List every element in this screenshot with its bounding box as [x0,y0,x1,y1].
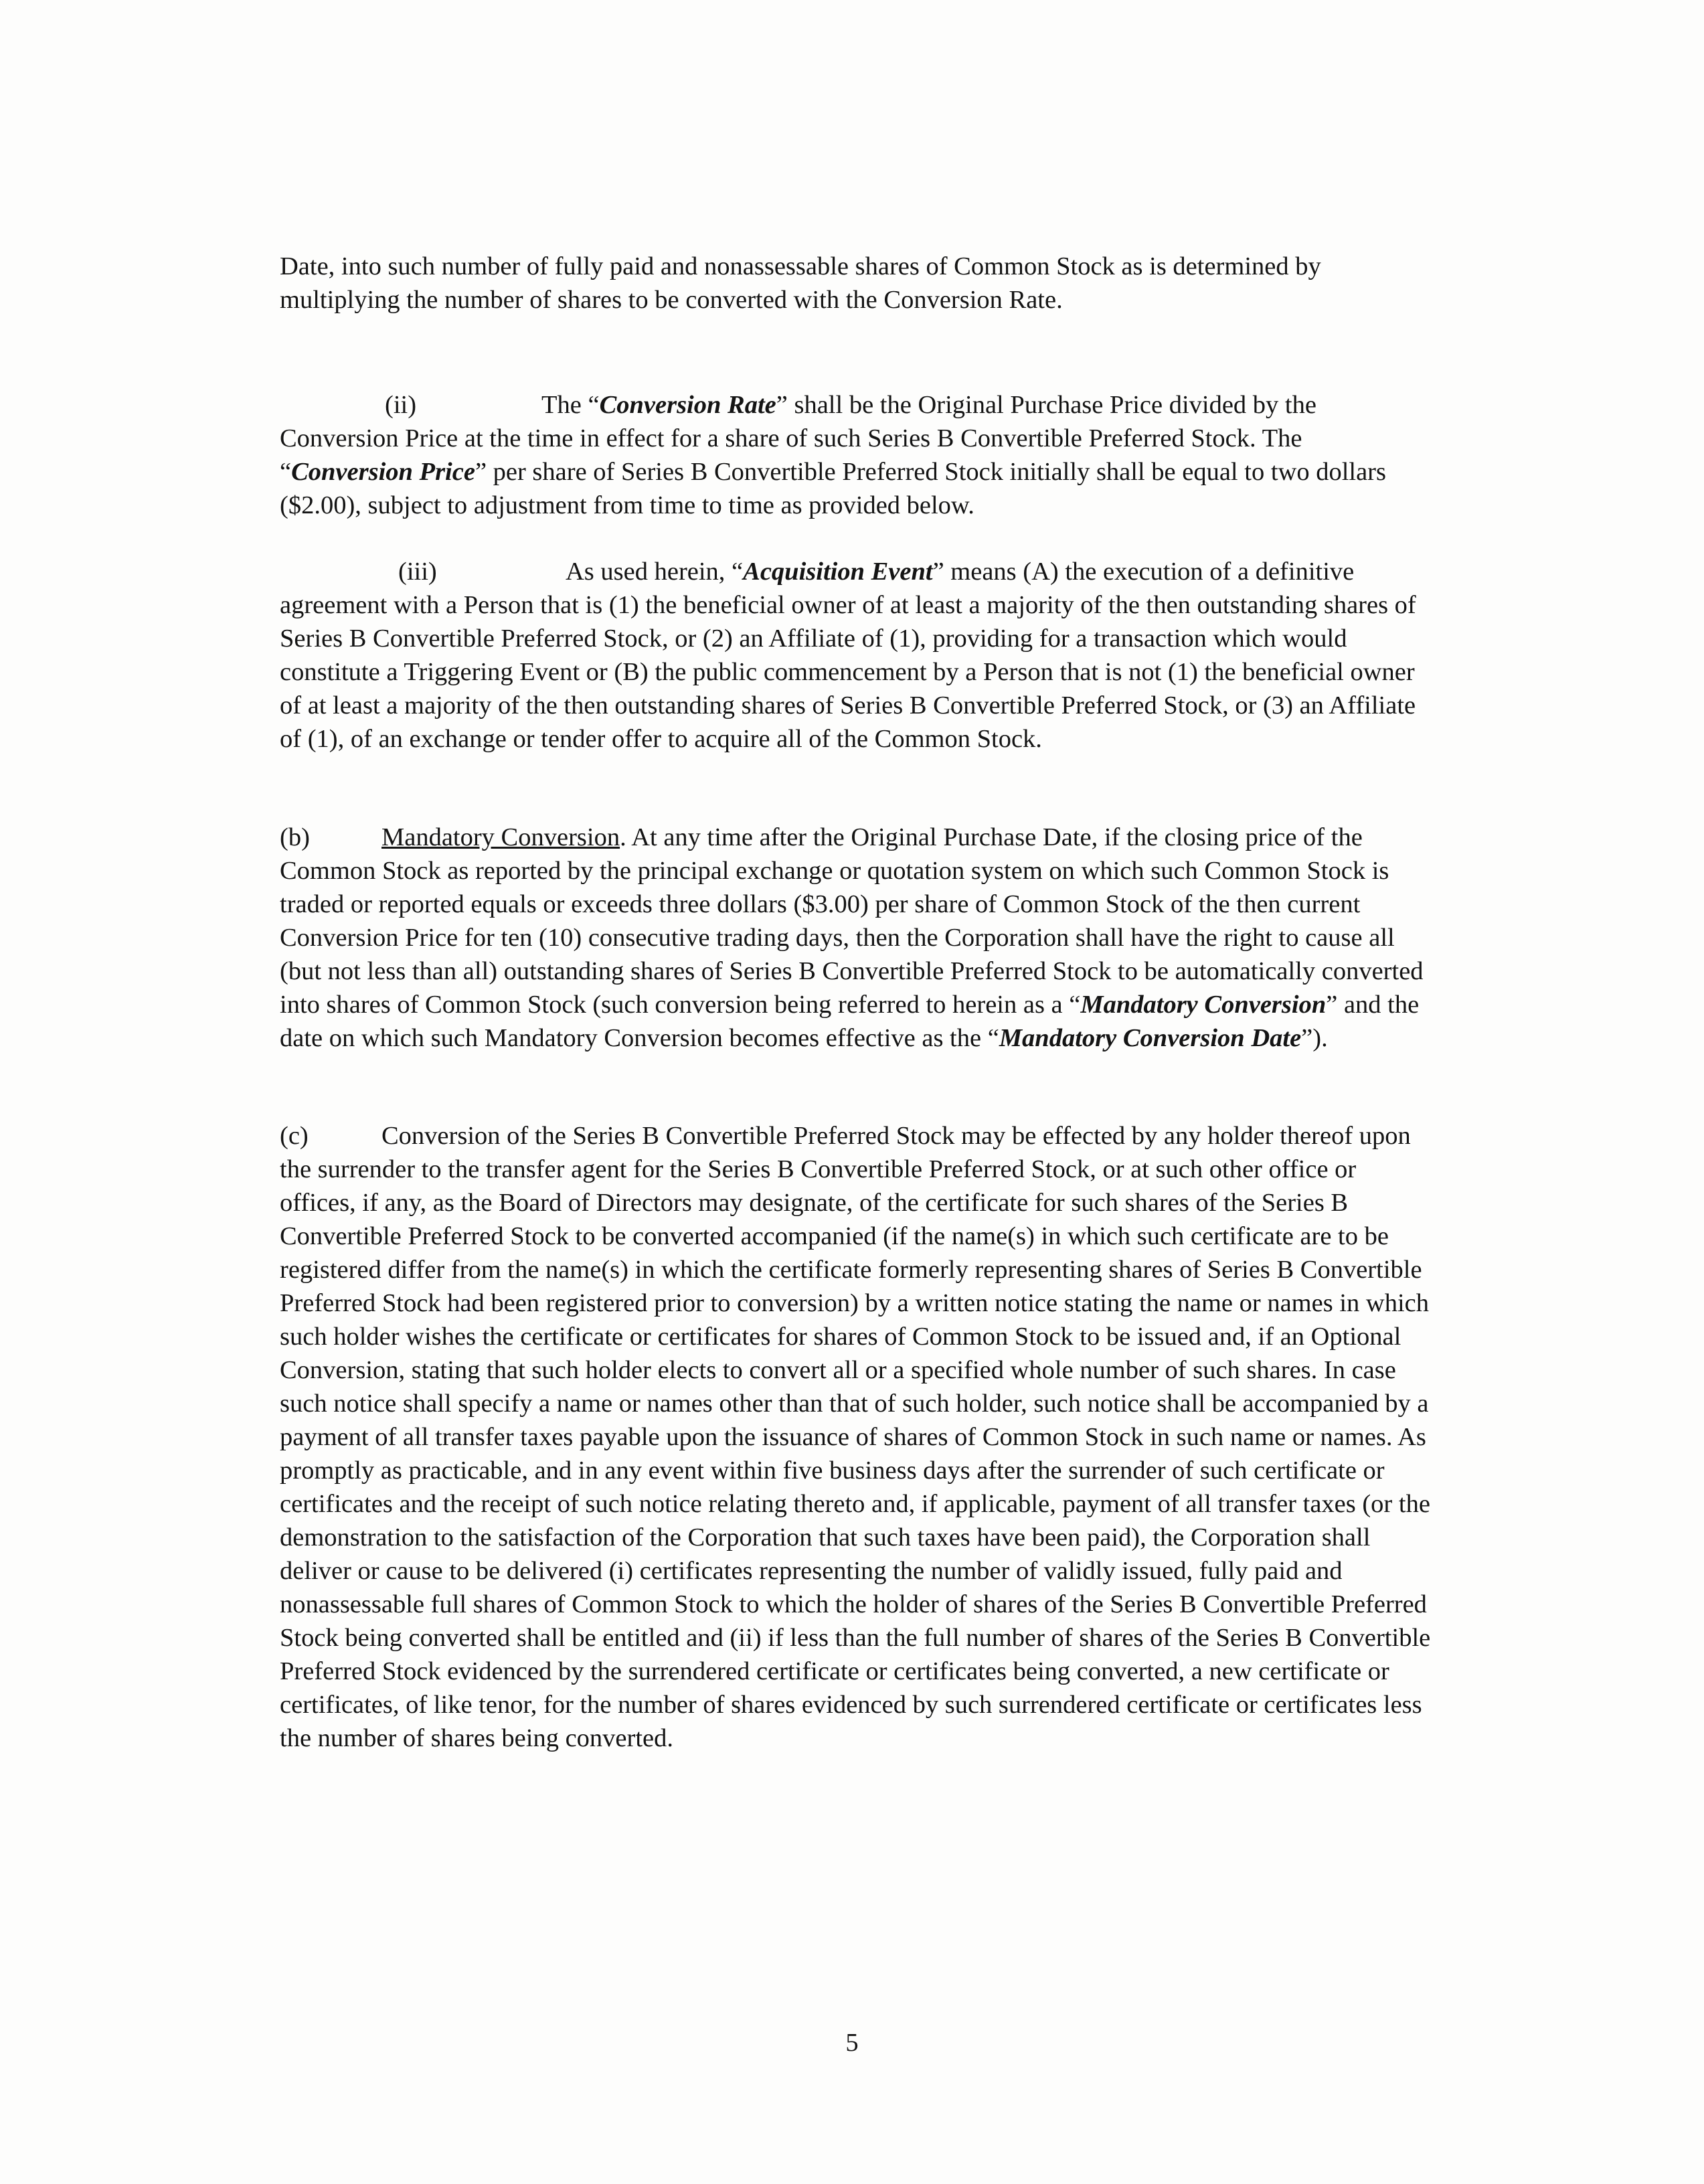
defined-term: Acquisition Event [743,558,933,586]
paragraph-conversion-rate [280,388,1438,522]
defined-term: Mandatory Conversion [1080,991,1327,1019]
paragraph-acquisition-event [280,555,1438,756]
defined-term: Conversion Rate [599,391,776,419]
paragraph-text: As used herein, “ [566,558,744,586]
clause-number: (iii) [398,558,437,586]
paragraph-mandatory-conversion [280,821,1438,1055]
clause-number: (ii) [385,391,417,419]
paragraph-text: ”). [1301,1024,1328,1052]
paragraph-text: Conversion of the Series B Convertible Preferred Stock may be effected by any holder thereof upon the surrender to the transfer agent for the Series B Convertible Preferred Stock, or at such other office or offices, if any, as the Board of Directors may designate, of the certificate for such shares of the Series B Convertible Preferred Stock to be converted accompanied (if the name(s) in which such certificate are to be registered differ from the name(s) in which the certificate formerly representing shares of Series B Convertible Preferred Stock had been registered prior to conversion) by a written notice stating the name or names in which such holder wishes the certificate or certificates for shares of Common Stock to be issued and, if an Optional Conversion, stating that such holder elects to convert all or a specified whole number of such shares. In case such notice shall specify a name or names other than that of such holder, such notice shall be accompanied by a payment of all transfer taxes payable upon the issuance of shares of Common Stock in such name or names. As promptly as practicable, and in any event within five business days after the surrender of such certificate or certificates and the receipt of such notice relating thereto and, if applicable, payment of all transfer taxes (or the demonstration to the satisfaction of the Corporation that such taxes have been paid), the Corporation shall deliver or cause to be delivered (i) certificates representing the number of validly issued, fully paid and nonassessable full shares of Common Stock to which the holder of shares of the Series B Convertible Preferred Stock being converted shall be entitled and (ii) if less than the full number of shares of the Series B Convertible Preferred Stock evidenced by the surrendered certificate or certificates being converted, a new certificate or certificates, of like tenor, for the number of shares evidenced by such surrendered certificate or certificates less the number of shares being converted. [280,1122,1431,1752]
paragraph-text: ” shall be the Original Purchase Price divided by the Conversion Price at the time in effect for a share of such Series B Convertible Preferred Stock. The “ [280,391,1316,486]
clause-number: (b) [280,823,310,851]
defined-term: Conversion Price [291,458,475,486]
paragraph-text: . At any time after the Original Purchase Date, if the closing price of the Common Stock as reported by the principal exchange or quotation system on which such Common Stock is traded or reported equals or exceeds three dollars ($3.00) per share of Common Stock of the then current Conversion Price for ten (10) consecutive trading days, then the Corporation shall have the right to cause all (but not less than all) outstanding shares of Series B Convertible Preferred Stock to be automatically converted into shares of Common Stock (such conversion being referred to herein as a “ [280,823,1424,1019]
paragraph-conversion-procedure [280,1119,1438,1755]
paragraph-text: ” and the date on which such Mandatory Conversion becomes effective as the “ [280,991,1420,1052]
paragraph-text: The “ [541,391,600,419]
paragraph-continuation [280,250,1438,317]
section-heading: Mandatory Conversion [381,823,620,851]
defined-term: Mandatory Conversion Date [999,1024,1302,1052]
clause-number: (c) [280,1122,309,1150]
paragraph-text: ” per share of Series B Convertible Preferred Stock initially shall be equal to two dollars ($2.00), subject to adjustment from time to time as provided below. [280,458,1386,519]
paragraph-text: ” means (A) the execution of a definitive agreement with a Person that is (1) the beneficial owner of at least a majority of the then outstanding shares of Series B Convertible Preferred Stock, or (2) an Affiliate of (1), providing for a transaction which would constitute a Triggering Event or (B) the public commencement by a Person that is not (1) the beneficial owner of at least a majority of the then outstanding shares of Series B Convertible Preferred Stock, or (3) an Affiliate of (1), of an exchange or tender offer to acquire all of the Common Stock. [280,558,1416,753]
paragraph-text: Date, into such number of fully paid and nonassessable shares of Common Stock as is determined by multiplying the number of shares to be converted with the Conversion Rate. [280,252,1321,314]
page-number: 5 [845,2029,859,2057]
